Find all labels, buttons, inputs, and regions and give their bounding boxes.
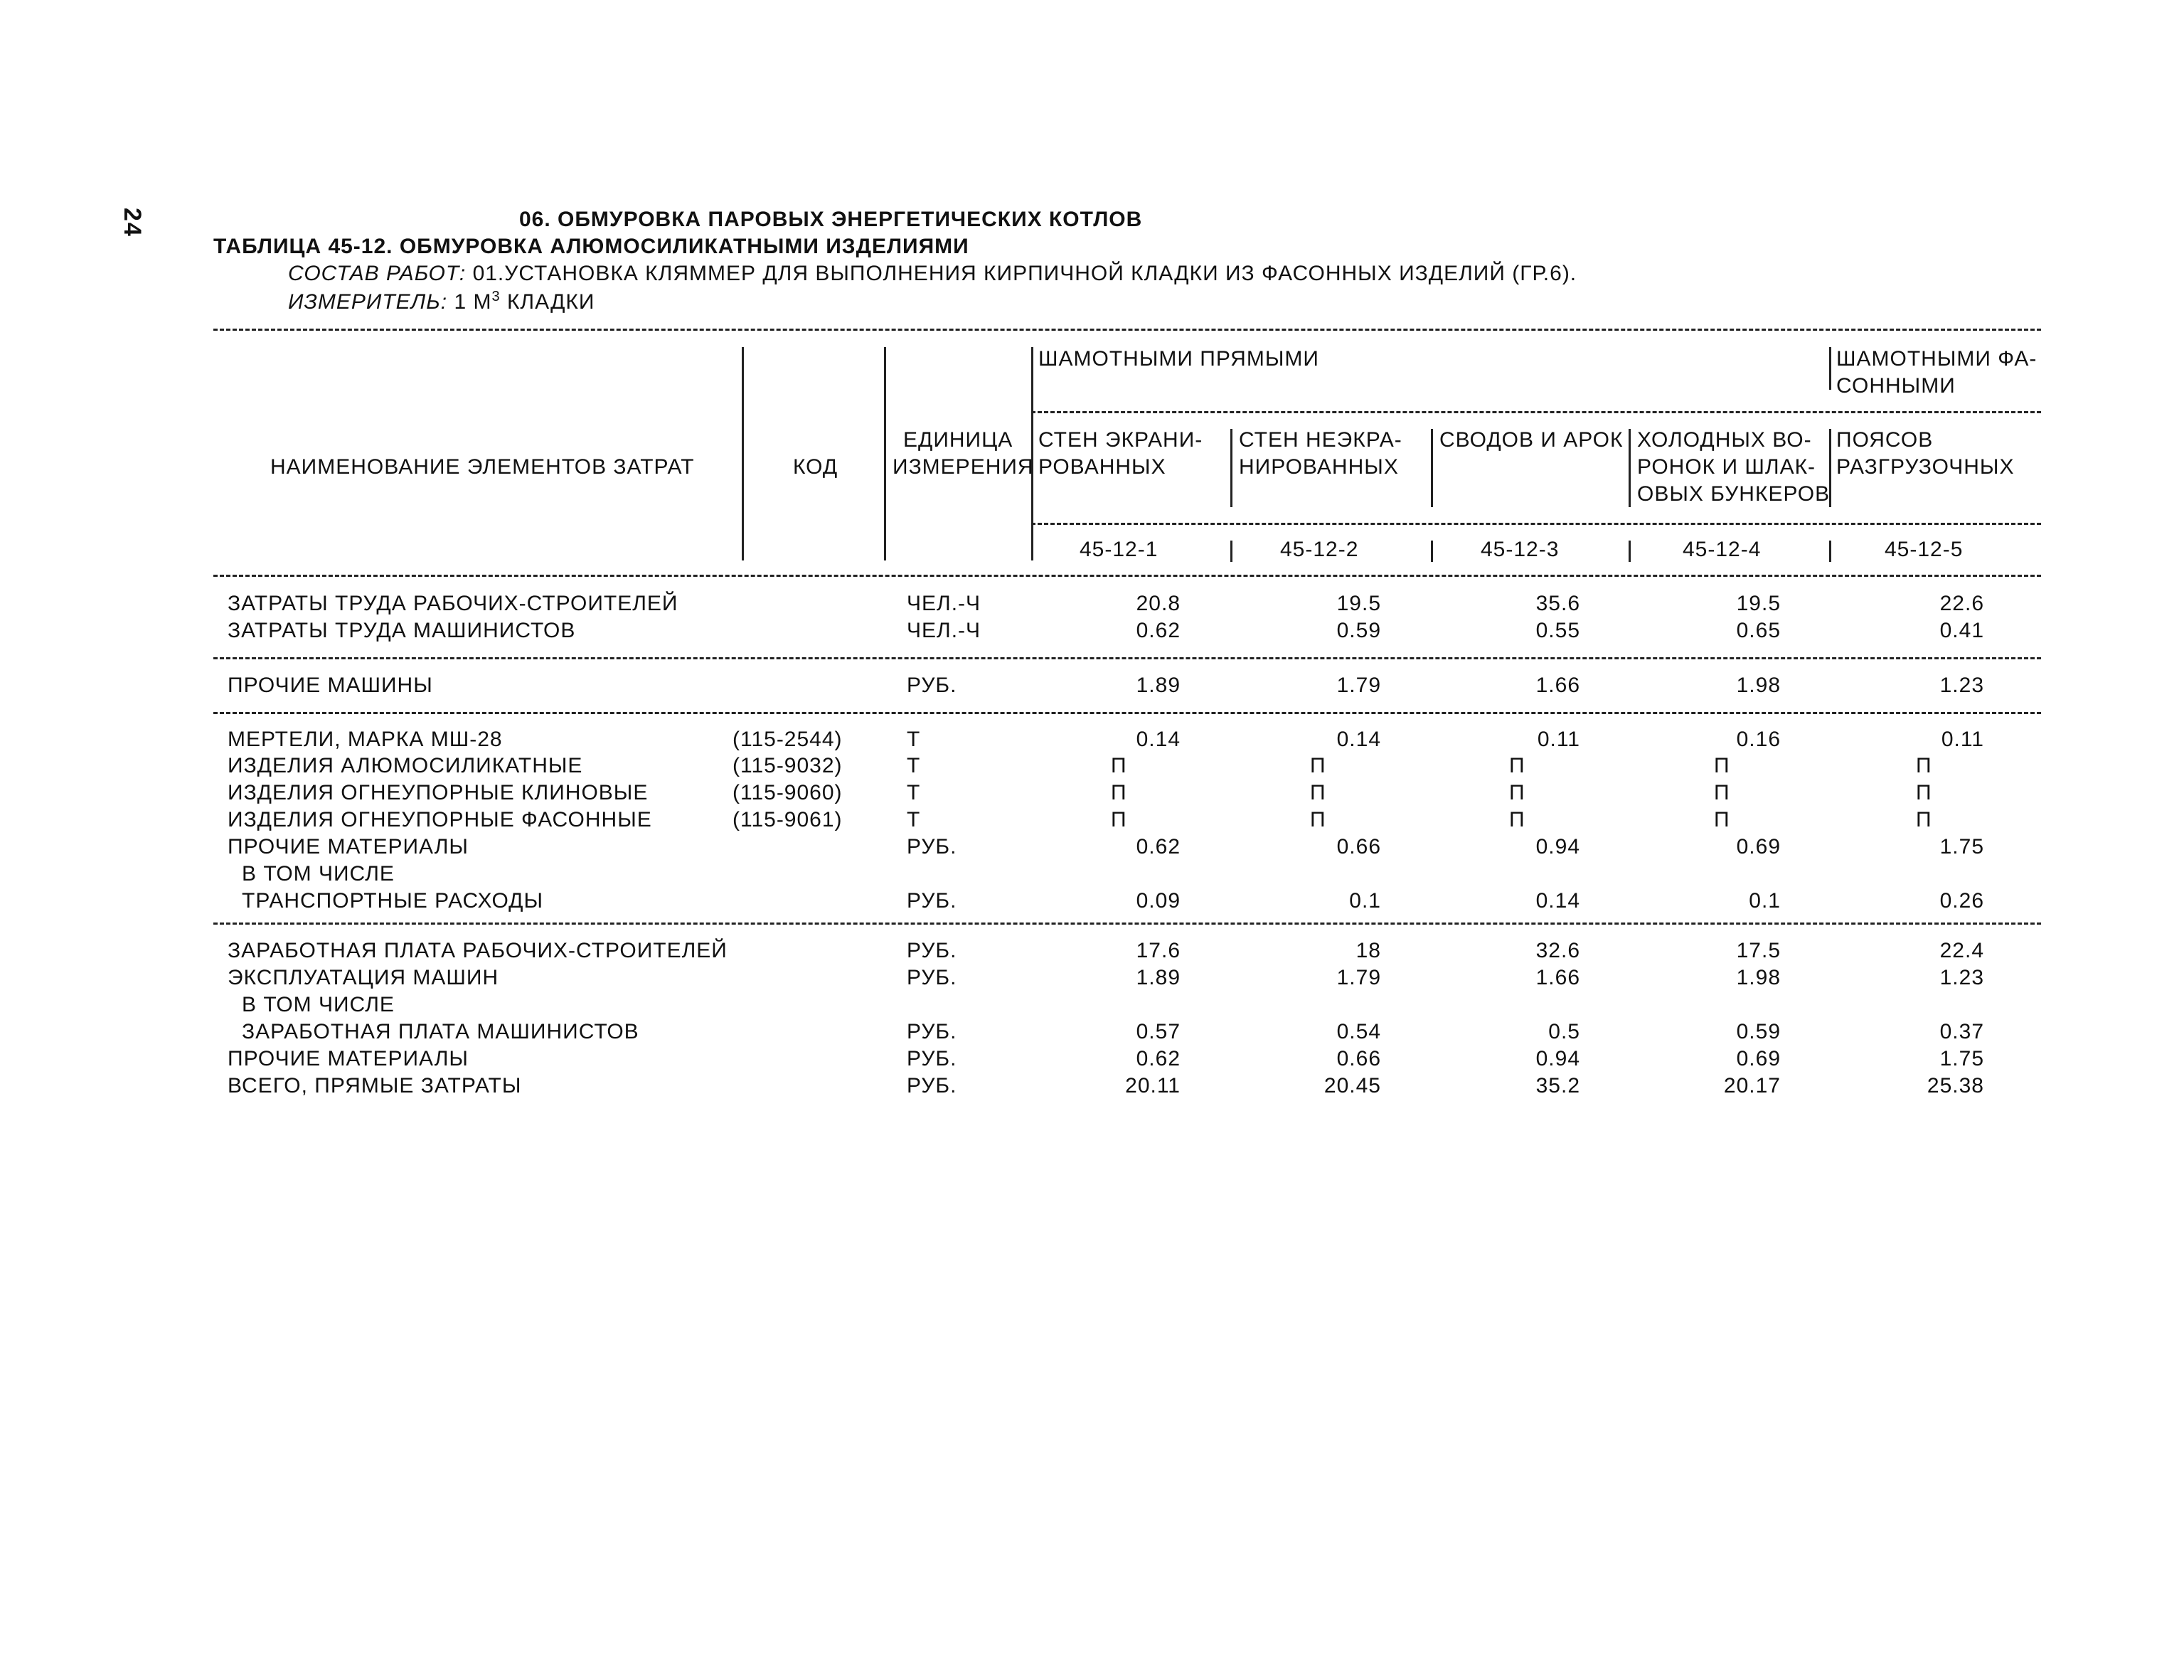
resource-code: (115-9032) <box>733 754 843 777</box>
header-group-shaped-line2: СОННЫМИ <box>1836 374 1956 398</box>
col4-code: 45-12-4 <box>1683 538 1762 561</box>
value-cell: 1.79 <box>1336 674 1381 697</box>
cost-item-name: ЗАТРАТЫ ТРУДА РАБОЧИХ-СТРОИТЕЛЕЙ <box>228 592 678 615</box>
value-cell: 20.17 <box>1723 1074 1781 1097</box>
unit-of-measure: РУБ. <box>907 889 957 913</box>
table-top-rule <box>213 329 2041 331</box>
value-cell: 20.45 <box>1323 1074 1381 1097</box>
value-cell: 1.98 <box>1736 966 1781 989</box>
col2-header-line1: СТЕН НЕЭКРА- <box>1239 428 1402 452</box>
header-code: КОД <box>793 455 838 479</box>
col2-header-line2: НИРОВАННЫХ <box>1239 455 1399 479</box>
value-cell: П <box>1714 808 1730 831</box>
group-rule <box>1031 411 2041 413</box>
value-cell: П <box>1714 754 1730 777</box>
unit-of-measure: ЧЕЛ.-Ч <box>907 619 981 642</box>
value-cell: 25.38 <box>1927 1074 1984 1097</box>
unit-of-measure: ЧЕЛ.-Ч <box>907 592 981 615</box>
header-divider-4 <box>1829 347 1831 390</box>
cost-item-name: ВСЕГО, ПРЯМЫЕ ЗАТРАТЫ <box>228 1074 522 1097</box>
value-cell: П <box>1916 754 1932 777</box>
value-cell: 0.5 <box>1548 1020 1580 1043</box>
value-cell: 0.59 <box>1736 1020 1781 1043</box>
unit-of-measure: Т <box>907 728 921 751</box>
value-cell: 0.62 <box>1136 1047 1181 1070</box>
value-cell: 0.69 <box>1736 1047 1781 1070</box>
value-cell: П <box>1111 754 1127 777</box>
header-divider-5 <box>1230 429 1232 507</box>
col1-header-line2: РОВАННЫХ <box>1038 455 1166 479</box>
value-cell: 0.14 <box>1336 728 1381 751</box>
cost-item-name: ЗАРАБОТНАЯ ПЛАТА РАБОЧИХ-СТРОИТЕЛЕЙ <box>228 939 728 962</box>
cost-item-name: ЗАРАБОТНАЯ ПЛАТА МАШИНИСТОВ <box>242 1020 639 1043</box>
value-cell: 0.14 <box>1136 728 1181 751</box>
measure-line <box>288 289 595 314</box>
cost-item-name: ИЗДЕЛИЯ ОГНЕУПОРНЫЕ КЛИНОВЫЕ <box>228 781 649 804</box>
value-cell: П <box>1111 808 1127 831</box>
value-cell: 22.4 <box>1939 939 1984 962</box>
value-cell: 1.79 <box>1336 966 1381 989</box>
header-bottom-rule <box>213 575 2041 577</box>
unit-of-measure: РУБ. <box>907 835 957 858</box>
header-divider-2 <box>884 347 886 560</box>
value-cell: П <box>1714 781 1730 804</box>
value-cell: 0.94 <box>1535 835 1580 858</box>
value-cell: 17.5 <box>1736 939 1781 962</box>
header-unit-line1: ЕДИНИЦА <box>903 428 1013 452</box>
value-cell: 0.59 <box>1336 619 1381 642</box>
col5-header-line2: РАЗГРУЗОЧНЫХ <box>1836 455 2015 479</box>
unit-of-measure: РУБ. <box>907 1047 957 1070</box>
cost-item-name: ЭКСПЛУАТАЦИЯ МАШИН <box>228 966 499 989</box>
value-cell: 0.57 <box>1136 1020 1181 1043</box>
unit-of-measure: РУБ. <box>907 674 957 697</box>
value-cell: 20.11 <box>1125 1074 1181 1097</box>
col5-header-line1: ПОЯСОВ <box>1836 428 1934 452</box>
value-cell: 1.98 <box>1736 674 1781 697</box>
value-cell: 0.69 <box>1736 835 1781 858</box>
unit-of-measure: Т <box>907 808 921 831</box>
cost-item-name: ТРАНСПОРТНЫЕ РАСХОДЫ <box>242 889 544 913</box>
section-rule-2 <box>213 712 2041 714</box>
code-rule <box>1031 523 2041 525</box>
value-cell: 0.14 <box>1535 889 1580 913</box>
value-cell: П <box>1310 754 1326 777</box>
value-cell: 19.5 <box>1336 592 1381 615</box>
cost-item-name: В ТОМ ЧИСЛЕ <box>242 862 395 886</box>
value-cell: 1.66 <box>1535 966 1580 989</box>
measure-value: 1 М <box>454 290 492 314</box>
col2-code: 45-12-2 <box>1280 538 1359 561</box>
value-cell: 0.26 <box>1939 889 1984 913</box>
value-cell: 17.6 <box>1136 939 1181 962</box>
section-title: 06. ОБМУРОВКА ПАРОВЫХ ЭНЕРГЕТИЧЕСКИХ КОТЛОВ <box>519 208 1143 231</box>
value-cell: 1.23 <box>1939 966 1984 989</box>
unit-of-measure: РУБ. <box>907 966 957 989</box>
value-cell: 1.89 <box>1136 966 1181 989</box>
resource-code: (115-9060) <box>733 781 843 804</box>
value-cell: 0.1 <box>1749 889 1781 913</box>
section-rule-3 <box>213 923 2041 925</box>
resource-code: (115-9061) <box>733 808 843 831</box>
unit-of-measure: Т <box>907 754 921 777</box>
unit-of-measure: РУБ. <box>907 1074 957 1097</box>
measure-label: ИЗМЕРИТЕЛЬ: <box>288 290 448 314</box>
value-cell: 0.09 <box>1136 889 1181 913</box>
value-cell: 0.16 <box>1736 728 1781 751</box>
col1-code: 45-12-1 <box>1080 538 1158 561</box>
value-cell: 1.75 <box>1939 835 1984 858</box>
value-cell: 1.75 <box>1939 1047 1984 1070</box>
col3-code: 45-12-3 <box>1481 538 1560 561</box>
value-cell: 0.62 <box>1136 619 1181 642</box>
value-cell: 18 <box>1355 939 1381 962</box>
cost-item-name: В ТОМ ЧИСЛЕ <box>242 993 395 1016</box>
value-cell: 32.6 <box>1535 939 1580 962</box>
work-composition <box>288 262 1577 286</box>
header-divider-1 <box>742 347 744 560</box>
header-group-straight: ШАМОТНЫМИ ПРЯМЫМИ <box>1038 347 1319 371</box>
col1-header-line1: СТЕН ЭКРАНИ- <box>1038 428 1203 452</box>
value-cell: П <box>1509 781 1525 804</box>
col4-header-line1: ХОЛОДНЫХ ВО- <box>1637 428 1812 452</box>
section-rule-1 <box>213 657 2041 659</box>
value-cell: 0.54 <box>1336 1020 1381 1043</box>
page-number: 24 <box>119 208 146 238</box>
code-divider-3 <box>1629 541 1631 562</box>
header-divider-6 <box>1431 429 1433 507</box>
value-cell: 0.65 <box>1736 619 1781 642</box>
table-title: ТАБЛИЦА 45-12. ОБМУРОВКА АЛЮМОСИЛИКАТНЫМИ ИЗДЕЛИЯМИ <box>213 235 969 258</box>
cost-item-name: ПРОЧИЕ МАШИНЫ <box>228 674 433 697</box>
value-cell: 0.37 <box>1939 1020 1984 1043</box>
value-cell: П <box>1916 808 1932 831</box>
work-label: СОСТАВ РАБОТ: <box>288 262 467 285</box>
cost-item-name: МЕРТЕЛИ, МАРКА МШ-28 <box>228 728 503 751</box>
resource-code: (115-2544) <box>733 728 843 751</box>
col3-header-line1: СВОДОВ И АРОК <box>1439 428 1624 452</box>
value-cell: 20.8 <box>1136 592 1181 615</box>
code-divider-4 <box>1829 541 1831 562</box>
value-cell: 35.2 <box>1535 1074 1580 1097</box>
value-cell: П <box>1916 781 1932 804</box>
cost-item-name: ПРОЧИЕ МАТЕРИАЛЫ <box>228 1047 469 1070</box>
cost-item-name: ЗАТРАТЫ ТРУДА МАШИНИСТОВ <box>228 619 576 642</box>
cost-item-name: ИЗДЕЛИЯ ОГНЕУПОРНЫЕ ФАСОННЫЕ <box>228 808 652 831</box>
value-cell: П <box>1310 781 1326 804</box>
value-cell: П <box>1310 808 1326 831</box>
value-cell: 0.55 <box>1535 619 1580 642</box>
value-cell: П <box>1111 781 1127 804</box>
value-cell: 0.66 <box>1336 835 1381 858</box>
col5-code: 45-12-5 <box>1885 538 1964 561</box>
col4-header-line3: ОВЫХ БУНКЕРОВ <box>1637 482 1831 506</box>
value-cell: 0.11 <box>1941 728 1984 751</box>
header-name: НАИМЕНОВАНИЕ ЭЛЕМЕНТОВ ЗАТРАТ <box>270 455 695 479</box>
code-divider-1 <box>1230 541 1232 562</box>
measure-unit: КЛАДКИ <box>506 290 595 314</box>
value-cell: П <box>1509 754 1525 777</box>
value-cell: 0.66 <box>1336 1047 1381 1070</box>
value-cell: 1.89 <box>1136 674 1181 697</box>
value-cell: П <box>1509 808 1525 831</box>
value-cell: 19.5 <box>1736 592 1781 615</box>
measure-sup: 3 <box>491 289 501 304</box>
unit-of-measure: РУБ. <box>907 939 957 962</box>
cost-item-name: ПРОЧИЕ МАТЕРИАЛЫ <box>228 835 469 858</box>
value-cell: 1.66 <box>1535 674 1580 697</box>
value-cell: 0.11 <box>1537 728 1580 751</box>
header-divider-7 <box>1629 429 1631 507</box>
value-cell: 0.62 <box>1136 835 1181 858</box>
value-cell: 1.23 <box>1939 674 1984 697</box>
col4-header-line2: РОНОК И ШЛАК- <box>1637 455 1816 479</box>
header-unit-line2: ИЗМЕРЕНИЯ <box>893 455 1034 479</box>
header-group-shaped-line1: ШАМОТНЫМИ ФА- <box>1836 347 2037 371</box>
cost-item-name: ИЗДЕЛИЯ АЛЮМОСИЛИКАТНЫЕ <box>228 754 583 777</box>
value-cell: 22.6 <box>1939 592 1984 615</box>
value-cell: 0.94 <box>1535 1047 1580 1070</box>
unit-of-measure: Т <box>907 781 921 804</box>
value-cell: 0.41 <box>1939 619 1984 642</box>
header-divider-3 <box>1031 347 1033 560</box>
work-text: 01.УСТАНОВКА КЛЯММЕР ДЛЯ ВЫПОЛНЕНИЯ КИРПИЧНОЙ КЛАДКИ ИЗ ФАСОННЫХ ИЗДЕЛИЙ (ГР.6). <box>472 262 1577 285</box>
value-cell: 35.6 <box>1535 592 1580 615</box>
code-divider-2 <box>1431 541 1433 562</box>
value-cell: 0.1 <box>1349 889 1381 913</box>
unit-of-measure: РУБ. <box>907 1020 957 1043</box>
